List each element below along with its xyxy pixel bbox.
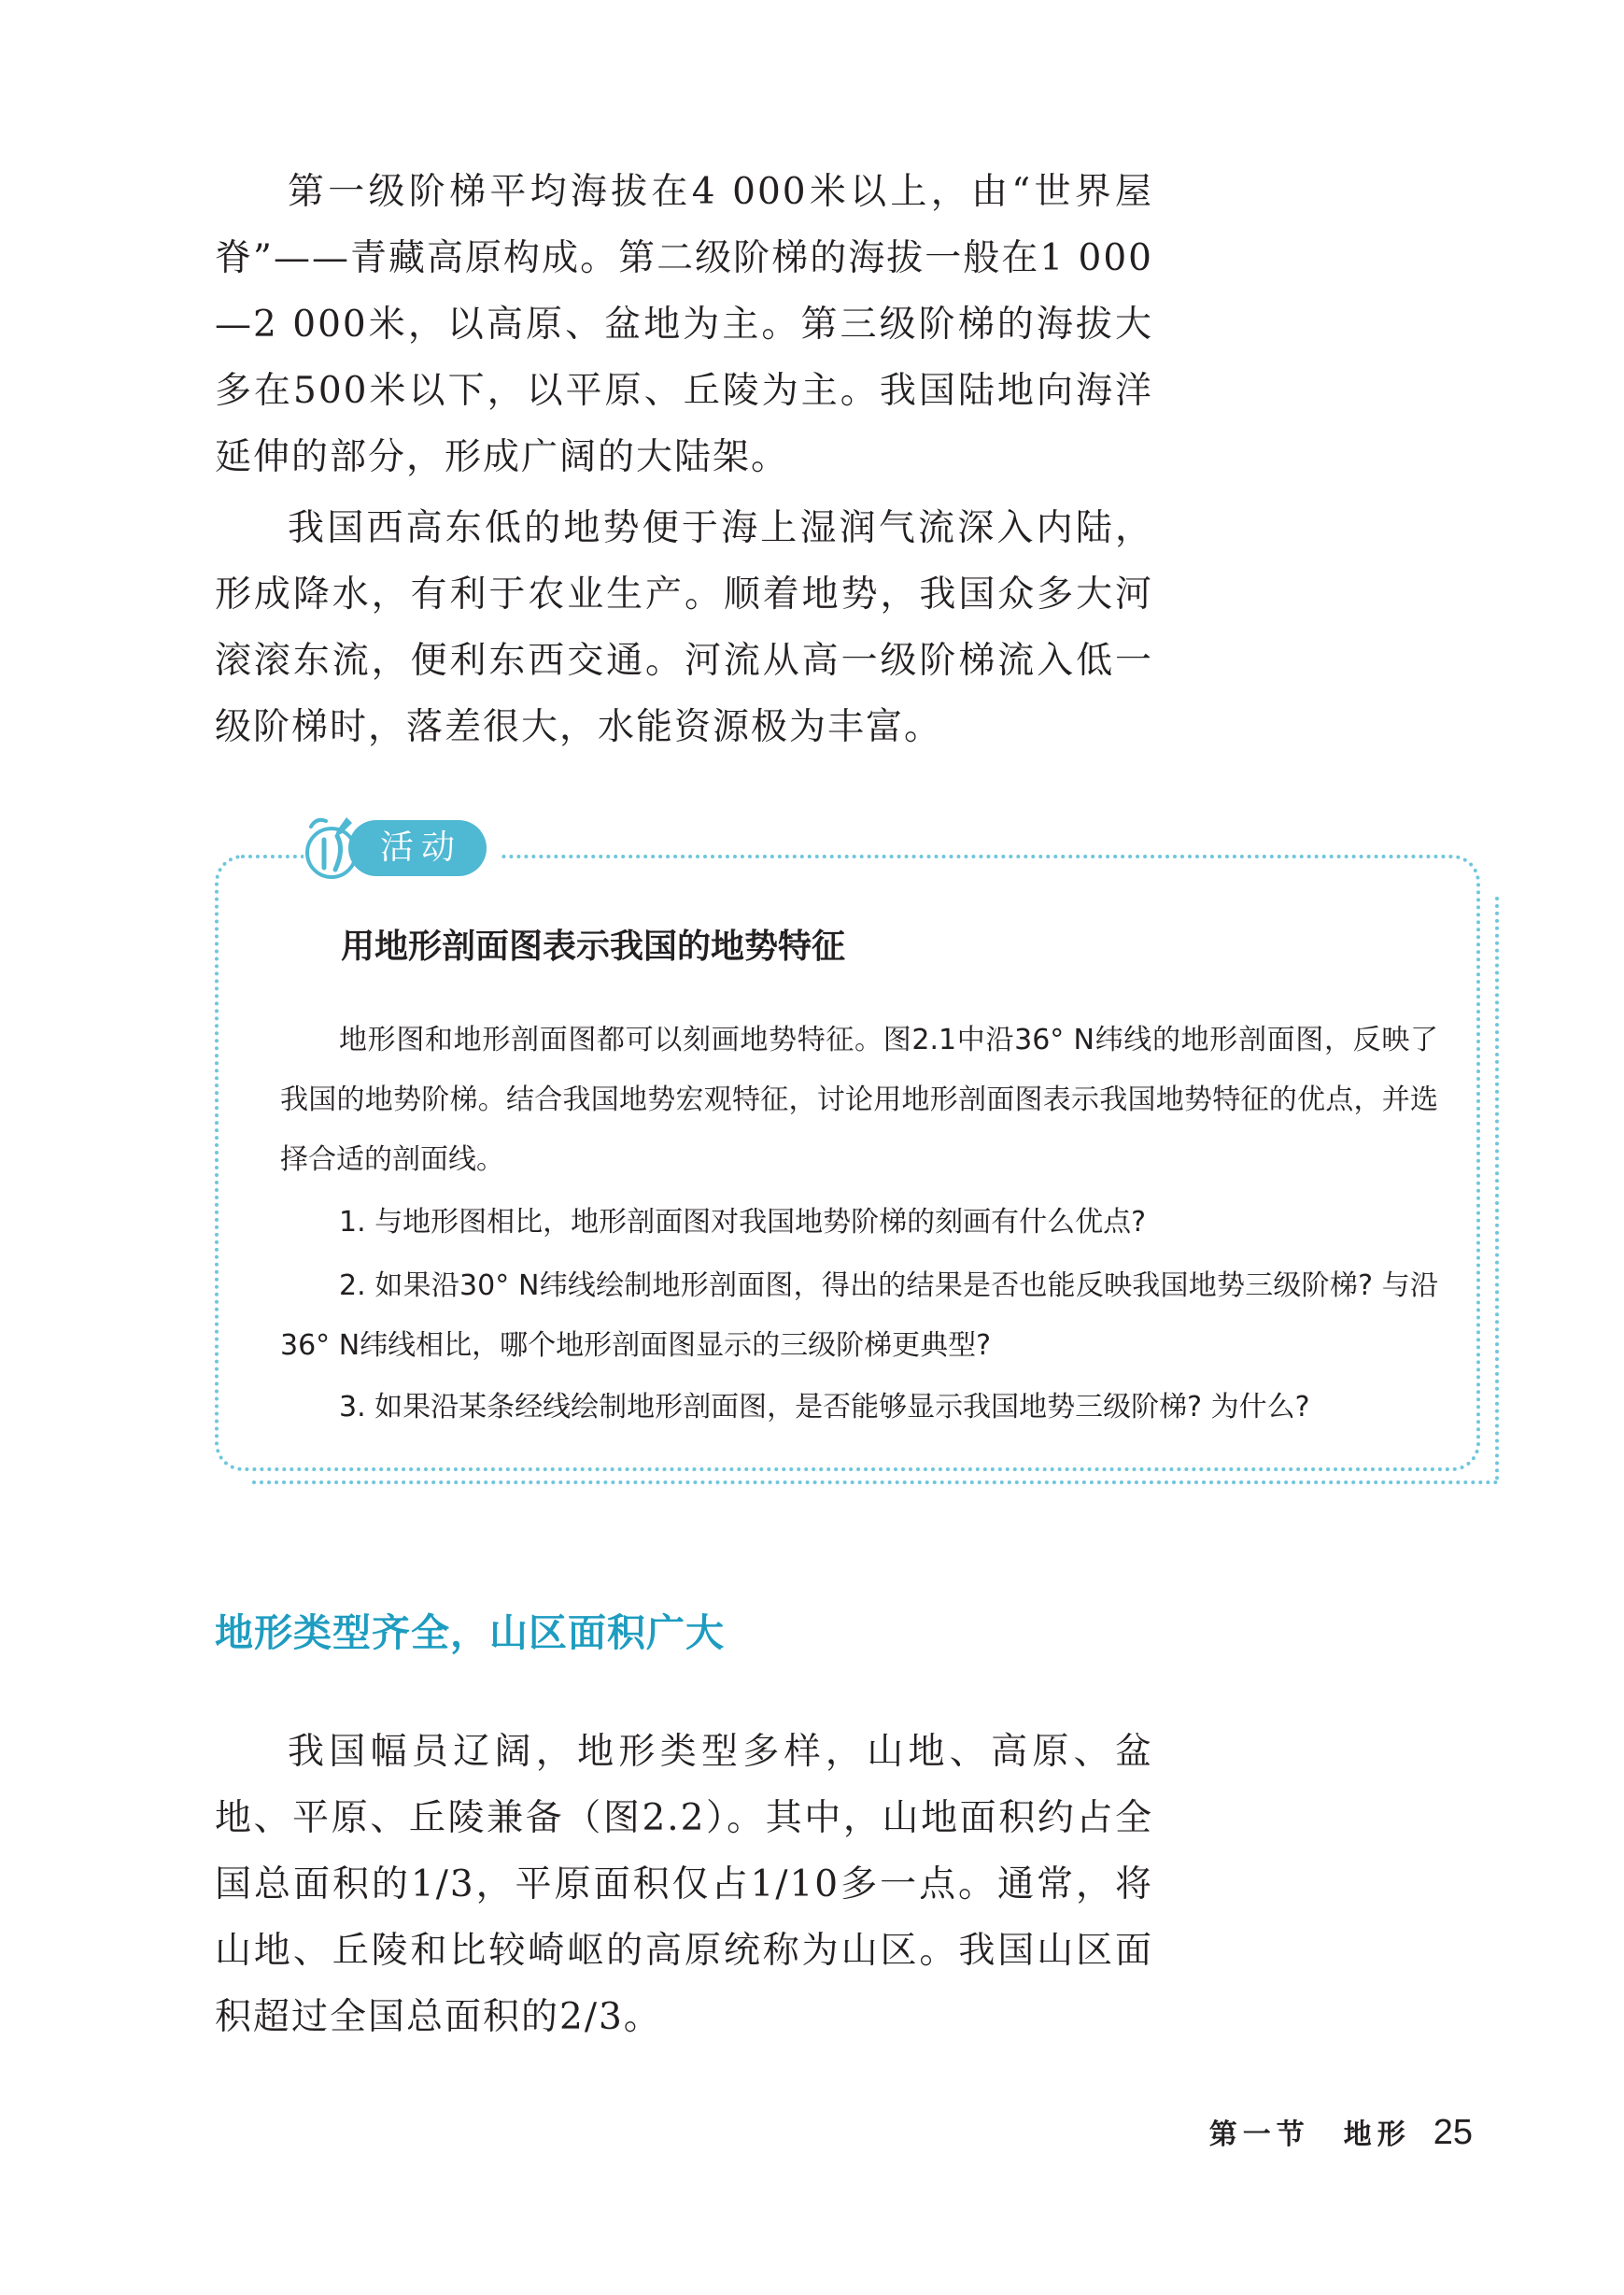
body-paragraph: 我国西高东低的地势便于海上湿润气流深入内陆，形成降水，有利于农业生产。顺着地势，我国众多大河滚滚东流，便利东西交通。河流从高一级阶梯流入低一级阶梯时，落差很大，水能资源极为丰富。 bbox=[215, 507, 1153, 748]
body-paragraph: 我国幅员辽阔，地形类型多样，山地、高原、盆地、平原、丘陵兼备（图2.2）。其中，山地面积约占全国总面积的1/3，平原面积仅占1/10多一点。通常，将山地、丘陵和比较崎岖的高原统称为山区。我国山区面积超过全国总面积的2/3。 bbox=[215, 1731, 1153, 2038]
page-number: 25 bbox=[1433, 2113, 1473, 2152]
activity-label: 活动 bbox=[348, 820, 487, 876]
activity-box-shadow bbox=[1495, 897, 1503, 1480]
section-heading: 地形类型齐全，山区面积广大 bbox=[215, 1610, 725, 1655]
activity-tag bbox=[304, 811, 500, 885]
activity-intro: 地形图和地形剖面图都可以刻画地势特征。图2.1中沿36° N纬线的地形剖面图，反映了我国的地势阶梯。结合我国地势宏观特征，讨论用地形剖面图表示我国地势特征的优点，并选择合适的剖面线。 bbox=[280, 1024, 1438, 1176]
activity-question-3: 3. 如果沿某条经线绘制地形剖面图，是否能够显示我国地势三级阶梯? 为什么? bbox=[339, 1391, 1310, 1424]
footer-section-label: 第一节 地形 bbox=[1208, 2118, 1411, 2151]
body-paragraph: 第一级阶梯平均海拔在4 000米以上，由“世界屋脊”——青藏高原构成。第二级阶梯的海拔一般在1 000—2 000米，以高原、盆地为主。第三级阶梯的海拔大多在500米以下，以平原、丘陵为主。我国陆地向海洋延伸的部分，形成广阔的大陆架。 bbox=[215, 171, 1153, 478]
activity-question-2: 2. 如果沿30° N纬线绘制地形剖面图，得出的结果是否也能反映我国地势三级阶梯? 与沿36° N纬线相比，哪个地形剖面图显示的三级阶梯更典型? bbox=[280, 1269, 1438, 1362]
page-footer bbox=[1209, 2111, 1473, 2153]
activity-question-1: 1. 与地形图相比，地形剖面图对我国地势阶梯的刻画有什么优点? bbox=[339, 1206, 1147, 1239]
activity-box-shadow bbox=[252, 1480, 1499, 1488]
activity-title: 用地形剖面图表示我国的地势特征 bbox=[341, 928, 846, 966]
